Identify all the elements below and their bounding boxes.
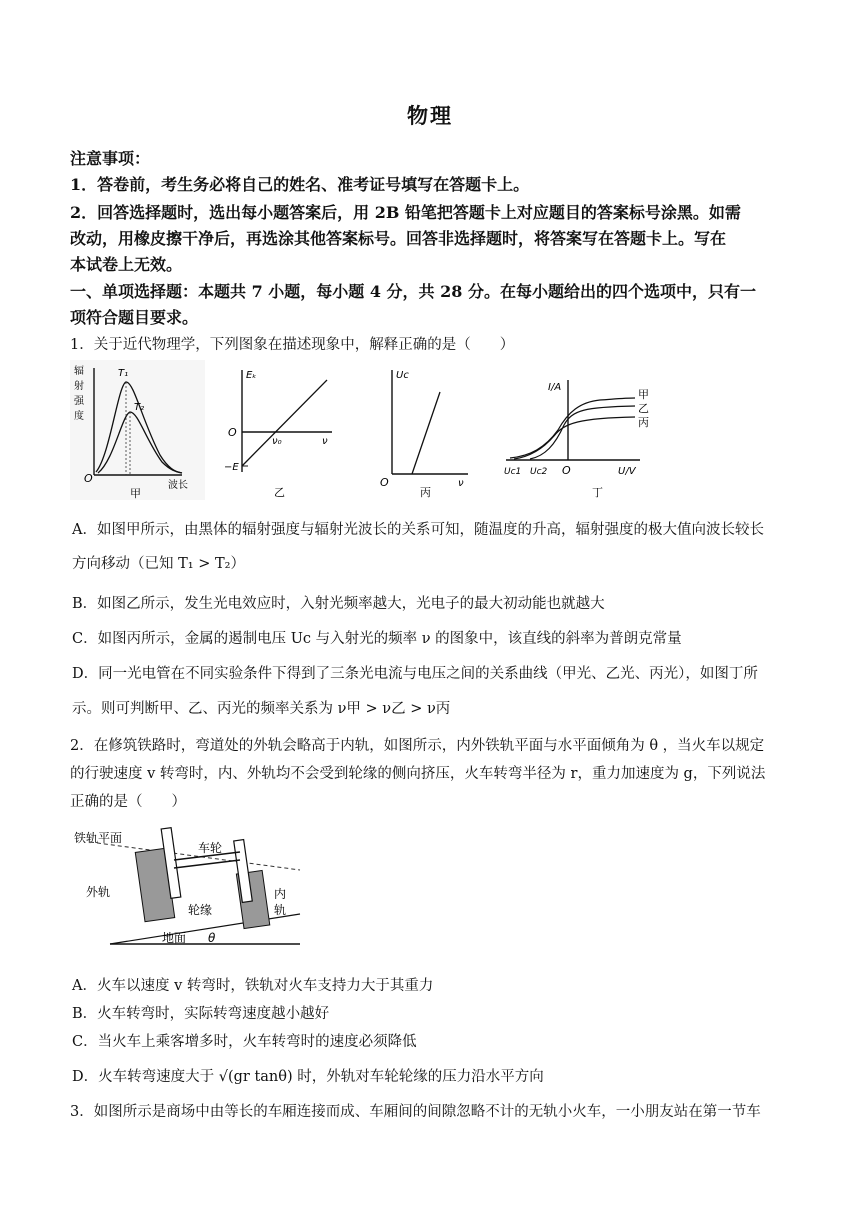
bing-ylabel: Uc xyxy=(396,370,409,381)
ding-series-3: 丙 xyxy=(638,416,649,429)
notice-item-1: 1．答卷前，考生务必将自己的姓名、准考证号填写在答题卡上。 xyxy=(70,175,530,194)
jia-ylabel-2: 射 xyxy=(74,381,84,392)
bing-caption: 丙 xyxy=(420,486,431,499)
q2-label-inner-1: 内 xyxy=(274,887,287,901)
q2-label-inner-2: 轨 xyxy=(274,903,287,917)
q2-stem-line-2: 的行驶速度 v 转弯时，内、外轨均不会受到轮缘的侧向挤压，火车转弯半径为 r，重力加速度为 g，下列说法 xyxy=(70,766,766,782)
yi-xlabel: ν xyxy=(322,436,328,447)
ding-series-2: 乙 xyxy=(638,402,649,415)
q3-stem-line-1: 3．如图所示是商场中由等长的车厢连接而成、车厢间的间隙忽略不计的无轨小火车，一小朋友站在第一节车 xyxy=(70,1104,761,1120)
q2-label-flange: 轮缘 xyxy=(188,903,213,917)
notice-item-2-line-1: 2．回答选择题时，选出每小题答案后，用 2B 铅笔把答题卡上对应题目的答案标号涂黑。如需 xyxy=(70,203,741,222)
q1-option-b: B．如图乙所示，发生光电效应时，入射光频率越大，光电子的最大初动能也就越大 xyxy=(72,596,605,612)
q2-option-c: C．当火车上乘客增多时，火车转弯时的速度必须降低 xyxy=(72,1034,417,1050)
yi-origin: O xyxy=(228,426,237,439)
jia-ylabel-3: 强 xyxy=(74,396,84,407)
bing-xlabel: ν xyxy=(458,478,464,489)
q1-option-a-line-2: 方向移动（已知 T₁ > T₂） xyxy=(72,556,245,572)
q1-figure-jia xyxy=(70,360,205,500)
jia-caption: 甲 xyxy=(130,487,141,500)
ding-xlabel: U/V xyxy=(618,466,636,477)
q1-stem: 1．关于近代物理学，下列图象在描述现象中，解释正确的是（ ） xyxy=(70,337,515,353)
jia-curve-2-label: T₂ xyxy=(134,402,145,413)
jia-ylabel-1: 辐 xyxy=(74,366,84,377)
q1-option-d-line-2: 示。则可判断甲、乙、丙光的频率关系为 ν甲 > ν乙 > ν丙 xyxy=(72,701,451,717)
q2-label-outer: 外轨 xyxy=(86,885,111,899)
section-1-heading-line-1: 一、单项选择题：本题共 7 小题，每小题 4 分，共 28 分。在每小题给出的四个选项中，只有一 xyxy=(70,282,756,301)
section-1-heading-line-2: 项符合题目要求。 xyxy=(70,308,199,327)
notice-heading: 注意事项： xyxy=(70,149,151,168)
q1-figure-yi xyxy=(222,362,352,500)
q2-option-a: A．火车以速度 v 转弯时，铁轨对火车支持力大于其重力 xyxy=(72,978,434,994)
ding-ylabel: I/A xyxy=(548,382,562,393)
jia-xlabel: 波长 xyxy=(168,480,188,491)
yi-nu0: ν₀ xyxy=(272,436,282,447)
page-title: 物理 xyxy=(407,103,453,128)
yi-ylabel: Eₖ xyxy=(246,370,257,381)
q2-label-ground: 地面 xyxy=(162,931,187,945)
jia-ylabel-4: 度 xyxy=(74,411,84,422)
q1-figure-ding xyxy=(500,360,660,500)
bing-origin: O xyxy=(380,476,389,489)
q2-figure-rails xyxy=(70,822,310,952)
q2-label-plane: 铁轨平面 xyxy=(74,831,123,845)
q2-label-angle: θ xyxy=(208,931,216,945)
q2-stem-line-1: 2．在修筑铁路时，弯道处的外轨会略高于内轨，如图所示，内外铁轨平面与水平面倾角为 θ ，当火车以规定 xyxy=(70,738,765,754)
notice-item-2-line-3: 本试卷上无效。 xyxy=(70,255,183,274)
q2-option-b: B．火车转弯时，实际转弯速度越小越好 xyxy=(72,1006,330,1022)
ding-origin: O xyxy=(562,464,571,477)
yi-caption: 乙 xyxy=(274,486,285,499)
q1-option-c: C．如图丙所示，金属的遏制电压 Uc 与入射光的频率 ν 的图象中，该直线的斜率为普朗克常量 xyxy=(72,631,682,647)
jia-origin: O xyxy=(84,472,93,485)
yi-neg-e: −E xyxy=(224,462,239,473)
q1-option-d-line-1: D．同一光电管在不同实验条件下得到了三条光电流与电压之间的关系曲线（甲光、乙光、丙光），如图丁所 xyxy=(72,666,758,682)
q2-option-d: D．火车转弯速度大于 √(gr tanθ) 时，外轨对车轮轮缘的压力沿水平方向 xyxy=(72,1069,544,1085)
ding-uc2: Uc2 xyxy=(530,467,548,477)
q1-option-a-line-1: A．如图甲所示，由黑体的辐射强度与辐射光波长的关系可知，随温度的升高，辐射强度的极大值向波长较长 xyxy=(72,522,764,538)
q2-stem-line-3: 正确的是（ ） xyxy=(70,794,186,810)
ding-caption: 丁 xyxy=(592,486,603,499)
notice-item-2-line-2: 改动，用橡皮擦干净后，再选涂其他答案标号。回答非选择题时，将答案写在答题卡上。写在 xyxy=(70,229,727,248)
ding-uc1: Uc1 xyxy=(504,467,522,477)
q1-figure-bing xyxy=(372,362,482,500)
ding-series-1: 甲 xyxy=(638,388,649,401)
q2-label-wheel: 车轮 xyxy=(198,841,223,855)
jia-curve-1-label: T₁ xyxy=(118,368,129,379)
